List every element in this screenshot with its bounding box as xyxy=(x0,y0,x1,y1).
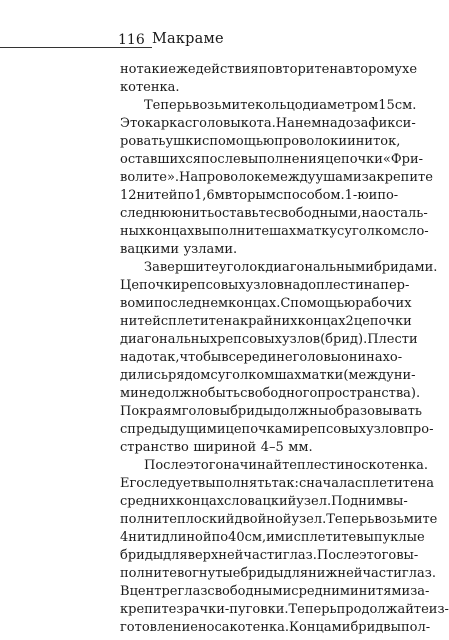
running-header xyxy=(0,28,426,52)
text-line: полните плоский двойной узел. Теперь возьмите xyxy=(120,512,438,527)
text-line: котенка. xyxy=(120,80,180,95)
text-line: После этого начинайте плести нос котенка. xyxy=(144,458,429,473)
text-line: готовление носа котенка. Концами брид выпол- xyxy=(120,620,431,635)
text-line: вом и последнем концах. С помощью рабочих xyxy=(120,296,412,311)
text-line: дились рядом с уголком шахматки (между ни- xyxy=(120,368,416,383)
text-line: волите». На проволоке между ушами закрепите xyxy=(120,170,433,185)
text-line: ных концах выполните шахматку с уголком сло- xyxy=(120,224,429,239)
text-line: 4 нити длиной по 40 см, ими сплетите выпуклые xyxy=(120,530,425,545)
text-line: 12 нитей по 1,6 м вторым способом. 1-ю и по- xyxy=(120,188,399,203)
text-line: Цепочки репсовых узлов надо плести на пер- xyxy=(120,278,410,293)
text-line: нитей сплетите на крайних концах 2 цепочки xyxy=(120,314,412,329)
text-line: надо так, чтобы в середине головы они нахо- xyxy=(120,350,403,365)
text-line: странство шириной 4–5 мм. xyxy=(120,440,313,455)
text-line: По краям головы бриды должны образовывать xyxy=(120,404,422,419)
text-line: В центре глаз свободными средними нитями за- xyxy=(120,584,430,599)
text-line: бриды для верхней части глаз. После этого вы- xyxy=(120,548,419,563)
text-line: следнюю нить оставьте свободными, на осталь- xyxy=(120,206,428,221)
text-line: средних концах словацкий узел. Под ним вы- xyxy=(120,494,408,509)
text-line: но такие же действия повторите на втором ухе xyxy=(120,62,418,77)
text-line: полните вогнутые бриды для нижней части глаз. xyxy=(120,566,436,581)
text-line: крепите зрачки-пуговки. Теперь продолжайте из- xyxy=(120,602,449,617)
body-text xyxy=(120,61,449,637)
text-line: вацкими узлами. xyxy=(120,242,238,257)
text-line: диагональных репсовых узлов (брид). Плести xyxy=(120,332,418,347)
text-line: Теперь возьмите кольцо диаметром 15 см. xyxy=(144,98,417,113)
text-line: ровать ушки с помощью проволоки и ниток, xyxy=(120,134,401,149)
running-title: Макраме xyxy=(152,31,224,47)
text-line: ми не должно быть свободного пространства). xyxy=(120,386,421,401)
text-line: Это каркас головы кота. На нем надо зафикси- xyxy=(120,116,416,131)
text-line: с предыдущими цепочками репсовых узлов про- xyxy=(120,422,434,437)
page-number: 116 xyxy=(118,32,145,48)
text-line: Его следует выполнять так: сначала сплетите на xyxy=(120,476,435,491)
text-line: оставшихся после выполнения цепочки «Фри- xyxy=(120,152,424,167)
text-line: Завершите уголок диагональными бридами. xyxy=(144,260,438,275)
